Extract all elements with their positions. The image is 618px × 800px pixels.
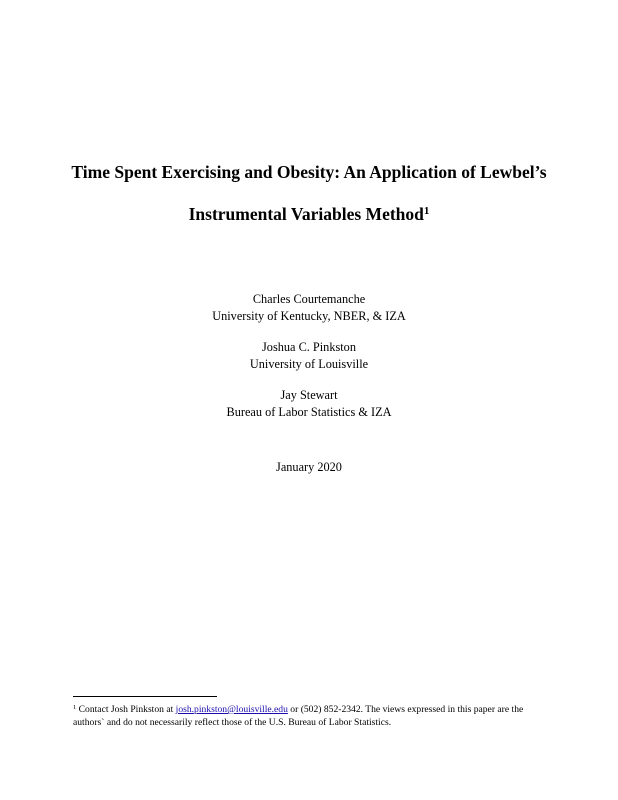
author-name: Charles Courtemanche — [252, 292, 366, 306]
author-block — [0, 387, 618, 421]
paper-title-line-1: Time Spent Exercising and Obesity: An Application of Lewbel’s — [71, 162, 547, 182]
paper-title-line-2-text: Instrumental Variables Method — [188, 204, 424, 224]
title-footnote-marker: 1 — [423, 205, 430, 217]
author-block — [0, 291, 618, 325]
author-affiliation: Bureau of Labor Statistics & IZA — [226, 405, 392, 419]
author-list — [0, 291, 618, 435]
author-name: Joshua C. Pinkston — [262, 340, 356, 354]
email-link[interactable]: josh.pinkston@louisville.edu — [175, 704, 288, 715]
publication-date: January 2020 — [276, 460, 342, 474]
footnote-text-before-link: Contact Josh Pinkston at — [76, 704, 176, 715]
footnote — [73, 704, 553, 729]
footnote-text-after-link: or (502) 852-2342. The views expressed in this paper are the authors` and do not necessarily reflect those of the U.S. Bureau of Labor Statistics. — [73, 704, 524, 728]
footnote-marker: 1 — [73, 704, 77, 711]
author-name: Jay Stewart — [280, 388, 338, 402]
footnote-divider — [73, 696, 217, 697]
author-affiliation: University of Kentucky, NBER, & IZA — [212, 309, 406, 323]
author-affiliation: University of Louisville — [249, 357, 369, 371]
paper-title-line-2 — [0, 204, 618, 224]
author-block — [0, 339, 618, 373]
